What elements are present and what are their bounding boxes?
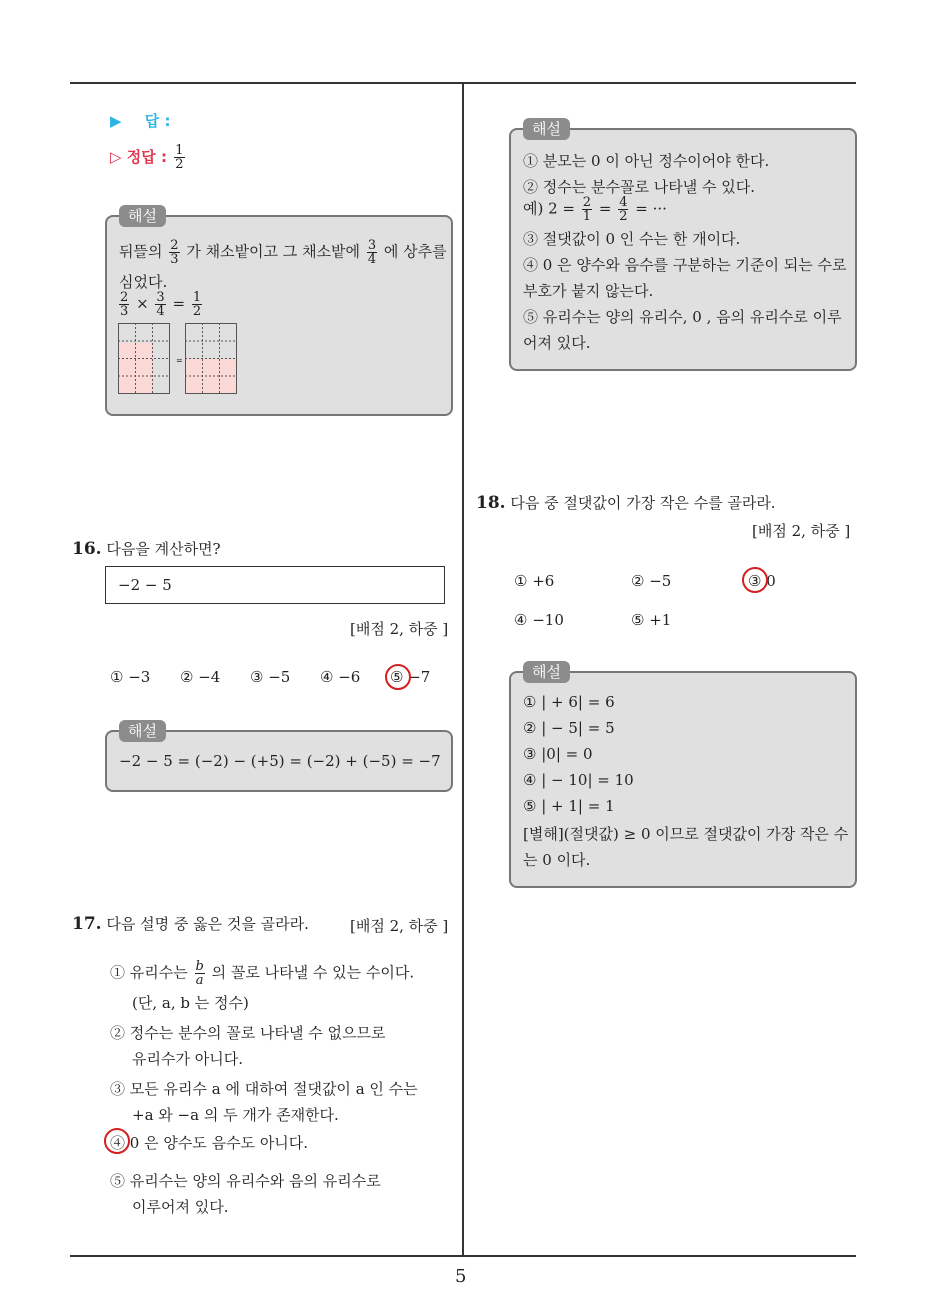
explanation-tag: 해설: [119, 205, 166, 227]
explanation-line: 부호가 붙지 않는다.: [523, 282, 654, 300]
question-16-option[interactable]: ① −3: [110, 668, 151, 686]
explanation-line: ④ 0 은 양수와 음수를 구분하는 기준이 되는 수로: [523, 256, 847, 274]
explanation-line: 는 0 이다.: [523, 851, 591, 869]
explanation-line: ② 정수는 분수꼴로 나타낼 수 있다.: [523, 178, 755, 196]
explanation-line: 심었다.: [119, 273, 168, 291]
outline-play-icon: ▷: [110, 148, 122, 166]
question-18-stem: 18. 다음 중 절댓값이 가장 작은 수를 골라라.: [476, 493, 776, 513]
question-18-points: [배점 2, 하중 ]: [752, 522, 851, 540]
explanation-tag: 해설: [523, 661, 570, 683]
answer-mark-circle: [742, 567, 768, 593]
answer-label: 답 :: [144, 112, 171, 130]
answer-row: [110, 110, 171, 131]
explanation-line: ⑤ | + 1| = 1: [523, 797, 615, 815]
expression-box: −2 − 5: [105, 566, 445, 604]
question-17-option-3[interactable]: ③ 모든 유리수 a 에 대하여 절댓값이 a 인 수는: [110, 1080, 418, 1098]
question-17-option-1-note: (단, a, b 는 정수): [132, 994, 249, 1012]
question-17-option-5-cont: 이루어져 있다.: [132, 1198, 229, 1216]
bottom-rule: [70, 1255, 856, 1257]
question-16-stem: 16. 다음을 계산하면?: [72, 539, 221, 559]
question-17-option-5[interactable]: ⑤ 유리수는 양의 유리수와 음의 유리수로: [110, 1172, 381, 1190]
answer-mark-circle: [104, 1128, 130, 1154]
fraction-equation: $\frac{2}{3}$ × $\frac{3}{4}$ = $\frac{1}{2}$: [120, 290, 202, 319]
question-16-option[interactable]: ④ −6: [320, 668, 361, 686]
explanation-line: [별해](절댓값) ≥ 0 이므로 절댓값이 가장 작은 수: [523, 825, 849, 843]
question-16-option[interactable]: ③ −5: [250, 668, 291, 686]
correct-label: 정답 :: [126, 148, 167, 166]
explanation-line: ② | − 5| = 5: [523, 719, 615, 737]
explanation-line: ⑤ 유리수는 양의 유리수, 0 , 음의 유리수로 이루: [523, 308, 842, 326]
explanation-box-prev: [105, 207, 453, 416]
explanation-line: ④ | − 10| = 10: [523, 771, 634, 789]
question-18-option[interactable]: ⑤ +1: [631, 611, 672, 629]
fraction: $\frac{2}{3}$: [170, 238, 179, 267]
explanation-tag: 해설: [523, 118, 570, 140]
fraction-grid-diagram: [118, 323, 248, 395]
question-17-option-4[interactable]: ④ 0 은 양수도 음수도 아니다.: [110, 1134, 309, 1152]
question-16-points: [배점 2, 하중 ]: [350, 620, 449, 638]
svg-text:=: =: [176, 356, 183, 365]
explanation-line: 뒤뜰의 $\frac{2}{3}$ 가 채소밭이고 그 채소밭에 $\frac{3}{4}$ 에 상추를: [119, 238, 447, 267]
question-17-option-1[interactable]: ① 유리수는 $\frac{b}{a}$ 의 꼴로 나타낼 수 있는 수이다.: [110, 959, 415, 988]
page-number: 5: [455, 1266, 467, 1287]
question-16-option[interactable]: ⑤ −7: [390, 668, 431, 686]
explanation-line: −2 − 5 = (−2) − (+5) = (−2) + (−5) = −7: [119, 752, 441, 770]
explanation-line: 어져 있다.: [523, 334, 591, 352]
question-18-option[interactable]: ④ −10: [514, 611, 564, 629]
explanation-line: ③ |0| = 0: [523, 745, 593, 763]
explanation-line: ① | + 6| = 6: [523, 693, 615, 711]
correct-fraction: $\frac{1}{2}$: [175, 143, 184, 172]
play-icon: ▶: [110, 112, 122, 130]
column-divider: [462, 82, 464, 1255]
question-16-option[interactable]: ② −4: [180, 668, 221, 686]
explanation-box-17: [509, 120, 857, 371]
explanation-box-16: [105, 722, 453, 792]
explanation-box-18: [509, 663, 857, 888]
question-17-points: [배점 2, 하중 ]: [350, 917, 449, 935]
explanation-line: ③ 절댓값이 0 인 수는 한 개이다.: [523, 230, 741, 248]
question-17-option-3-cont: +a 와 −a 의 두 개가 존재한다.: [132, 1106, 339, 1124]
explanation-line: 예) 2 = $\frac{2}{1}$ = $\frac{4}{2}$ = ···: [523, 195, 667, 224]
question-17-option-2[interactable]: ② 정수는 분수의 꼴로 나타낼 수 없으므로: [110, 1024, 386, 1042]
question-18-option[interactable]: ① +6: [514, 572, 555, 590]
question-17-option-2-cont: 유리수가 아니다.: [132, 1050, 243, 1068]
correct-answer-row: [110, 144, 187, 171]
question-18-option[interactable]: ② −5: [631, 572, 672, 590]
answer-mark-circle: [385, 664, 411, 690]
fraction: $\frac{3}{4}$: [367, 238, 377, 267]
explanation-line: ① 분모는 0 이 아닌 정수이어야 한다.: [523, 152, 770, 170]
explanation-tag: 해설: [119, 720, 166, 742]
question-18-option[interactable]: ③ 0: [748, 572, 776, 590]
question-17-stem: 17. 다음 설명 중 옳은 것을 골라라.: [72, 914, 309, 934]
